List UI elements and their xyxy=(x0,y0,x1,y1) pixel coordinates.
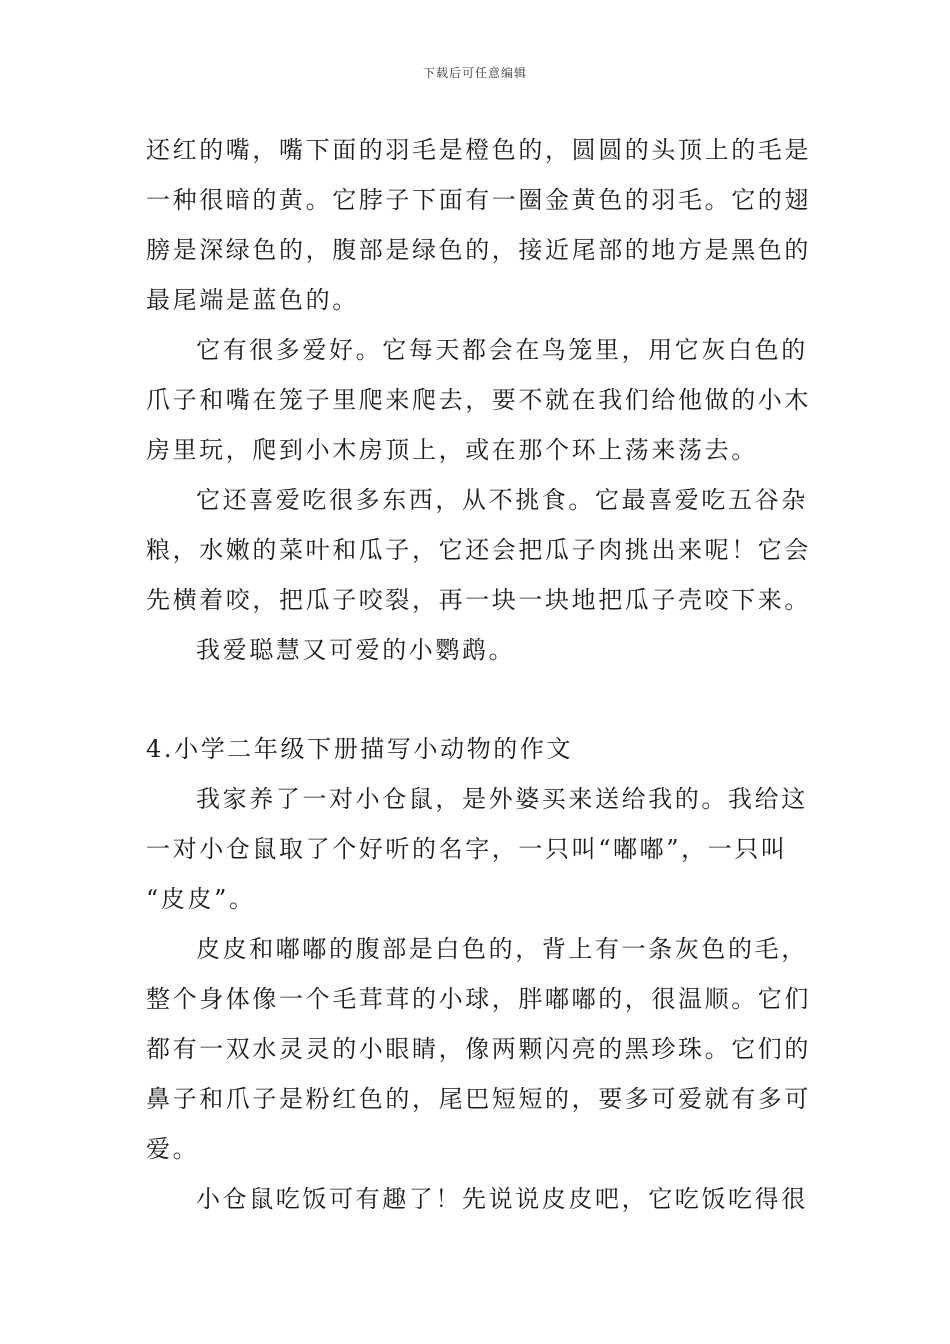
text-line: 最尾端是蓝色的。 xyxy=(146,286,359,314)
text-line: 一对小仓鼠取了个好听的名字，一只叫“嘟嘟”，一只叫 xyxy=(146,835,788,863)
text-line: 粮，水嫩的菜叶和瓜子，它还会把瓜子肉挑出来呢！它会 xyxy=(146,536,811,564)
text-line: 小仓鼠吃饭可有趣了！先说说皮皮吧，它吃饭吃得很 xyxy=(196,1185,808,1213)
text-line: 还红的嘴，嘴下面的羽毛是橙色的，圆圆的头顶上的毛是 xyxy=(146,136,811,164)
text-line: “皮皮”。 xyxy=(146,885,256,913)
text-line: 爪子和嘴在笼子里爬来爬去，要不就在我们给他做的小木 xyxy=(146,386,811,414)
text-line: 它还喜爱吃很多东西，从不挑食。它最喜爱吃五谷杂 xyxy=(196,486,808,514)
text-line: 皮皮和嘟嘟的腹部是白色的，背上有一条灰色的毛， xyxy=(196,935,808,963)
text-line: 我爱聪慧又可爱的小鹦鹉。 xyxy=(196,636,516,664)
page-header: 下载后可任意编辑 xyxy=(422,66,527,80)
text-line: 都有一双水灵灵的小眼睛，像两颗闪亮的黑珍珠。它们的 xyxy=(146,1035,811,1063)
text-line: 它有很多爱好。它每天都会在鸟笼里，用它灰白色的 xyxy=(196,336,808,364)
text-line: 先横着咬，把瓜子咬裂，再一块一块地把瓜子壳咬下来。 xyxy=(146,586,811,614)
text-line: 鼻子和爪子是粉红色的，尾巴短短的，要多可爱就有多可 xyxy=(146,1085,811,1113)
text-line: 房里玩，爬到小木房顶上，或在那个环上荡来荡去。 xyxy=(146,436,758,464)
text-line: 膀是深绿色的，腹部是绿色的，接近尾部的地方是黑色的 xyxy=(146,236,811,264)
text-line: 我家养了一对小仓鼠，是外婆买来送给我的。我给这 xyxy=(196,785,808,813)
text-line: 一种很暗的黄。它脖子下面有一圈金黄色的羽毛。它的翅 xyxy=(146,186,811,214)
text-line: 爱。 xyxy=(146,1135,200,1163)
text-line: 整个身体像一个毛茸茸的小球，胖嘟嘟的，很温顺。它们 xyxy=(146,985,811,1013)
section-heading: 4.小学二年级下册描写小动物的作文 xyxy=(146,735,574,763)
